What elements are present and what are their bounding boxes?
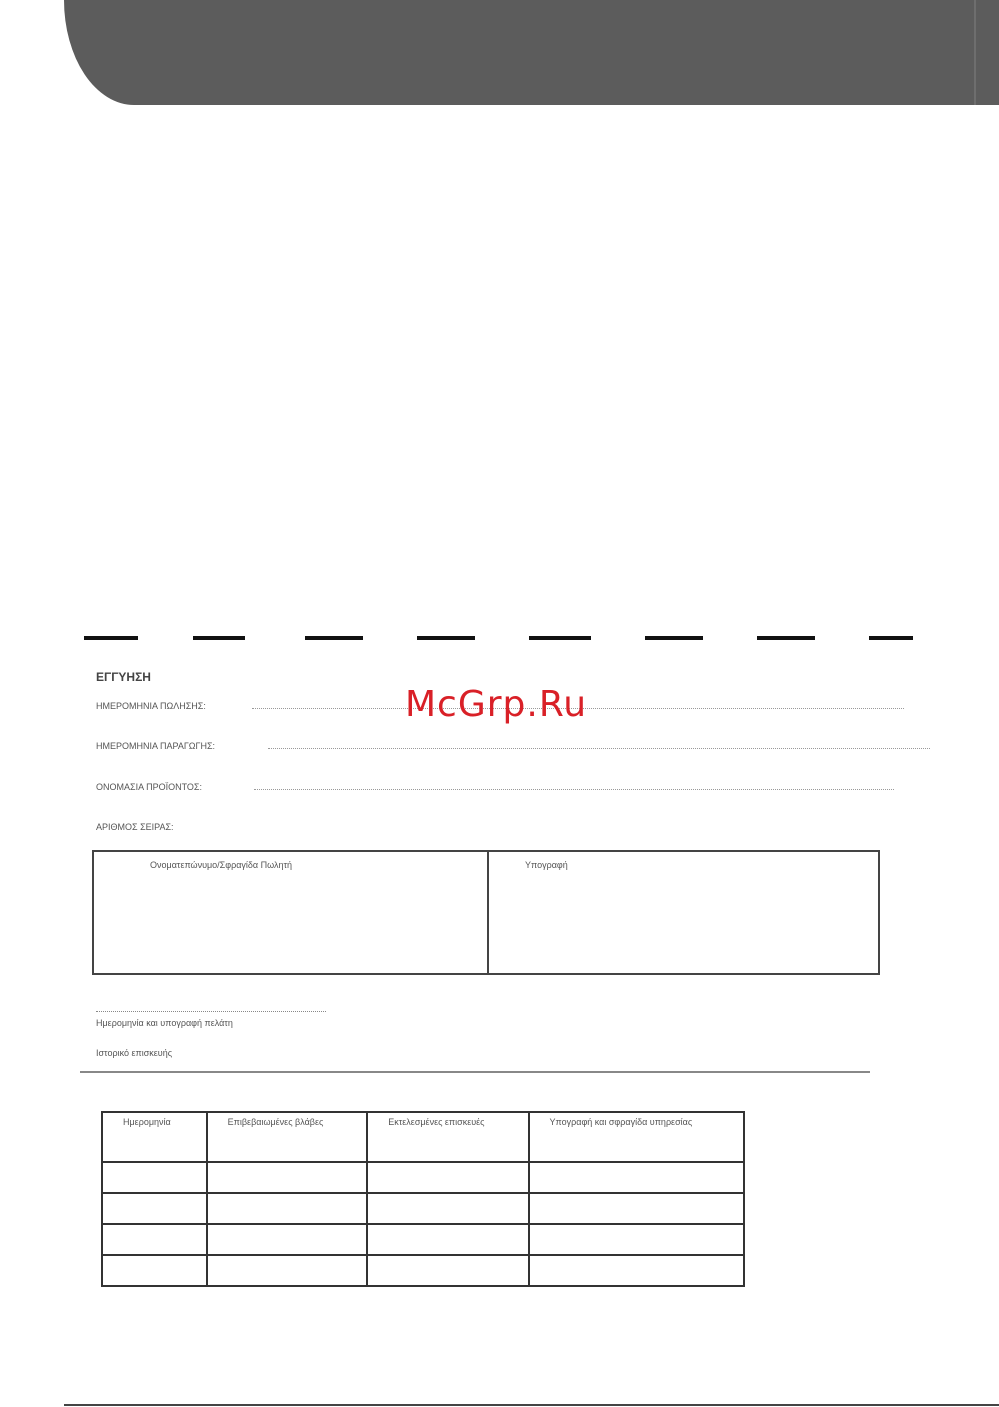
table-cell — [207, 1224, 368, 1255]
watermark: McGrp.Ru — [405, 684, 588, 725]
cut-line-segment — [305, 636, 363, 640]
table-cell — [529, 1162, 744, 1193]
table-header-row — [102, 1112, 744, 1162]
cut-line-segment — [417, 636, 475, 640]
header-tab-edge — [974, 0, 976, 105]
table-cell — [102, 1162, 207, 1193]
column-header-signature: Υπογραφή και σφραγίδα υπηρεσίας — [529, 1112, 744, 1162]
header-band — [64, 0, 999, 105]
column-header-repairs: Εκτελεσμένες επισκευές — [367, 1112, 528, 1162]
seller-signature-cell — [489, 852, 878, 973]
cut-line-segment — [869, 636, 913, 640]
table-cell — [102, 1255, 207, 1286]
table-cell — [207, 1162, 368, 1193]
product-name-label: ΟΝΟΜΑΣΙΑ ΠΡΟΪΟΝΤΟΣ: — [96, 782, 202, 792]
column-header-faults: Επιβεβαιωμένες βλάβες — [207, 1112, 368, 1162]
cut-line-segment — [645, 636, 703, 640]
section-divider — [80, 1071, 870, 1073]
sale-date-label: ΗΜΕΡΟΜΗΝΙΑ ΠΩΛΗΣΗΣ: — [96, 701, 206, 711]
table-cell — [529, 1224, 744, 1255]
cut-line-segment — [757, 636, 815, 640]
table-cell — [529, 1193, 744, 1224]
table-cell — [207, 1193, 368, 1224]
product-name-line — [254, 789, 894, 790]
production-date-label: ΗΜΕΡΟΜΗΝΙΑ ΠΑΡΑΓΩΓΗΣ: — [96, 741, 216, 751]
seller-stamp-label: Ονοματεπώνυμο/Σφραγίδα Πωλητή — [150, 860, 293, 870]
table-cell — [367, 1224, 528, 1255]
seller-box — [92, 850, 880, 975]
column-header-date: Ημερομηνία — [102, 1112, 207, 1162]
table-cell — [367, 1162, 528, 1193]
buyer-signature-label: Ημερομηνία και υπογραφή πελάτη — [96, 1018, 233, 1028]
serial-number-label: ΑΡΙΘΜΟΣ ΣΕΙΡΑΣ: — [96, 822, 174, 832]
table-cell — [102, 1193, 207, 1224]
cut-line-segment — [84, 636, 138, 640]
table-row — [102, 1224, 744, 1255]
cut-line-segment — [193, 636, 245, 640]
table-cell — [102, 1224, 207, 1255]
table-row — [102, 1162, 744, 1193]
seller-stamp-cell — [94, 852, 489, 973]
table-cell — [207, 1255, 368, 1286]
warranty-heading: ΕΓΓΥΗΣΗ — [96, 670, 151, 684]
table-row — [102, 1255, 744, 1286]
repair-history-table — [101, 1111, 745, 1287]
production-date-line — [268, 748, 930, 749]
table-row — [102, 1193, 744, 1224]
footer-rule — [64, 1404, 999, 1406]
table-cell — [529, 1255, 744, 1286]
cut-line-segment — [529, 636, 591, 640]
buyer-signature-line — [96, 1011, 326, 1012]
table-cell — [367, 1255, 528, 1286]
seller-signature-label: Υπογραφή — [525, 860, 568, 870]
repair-history-label: Ιστορικό επισκευής — [96, 1048, 173, 1058]
table-cell — [367, 1193, 528, 1224]
